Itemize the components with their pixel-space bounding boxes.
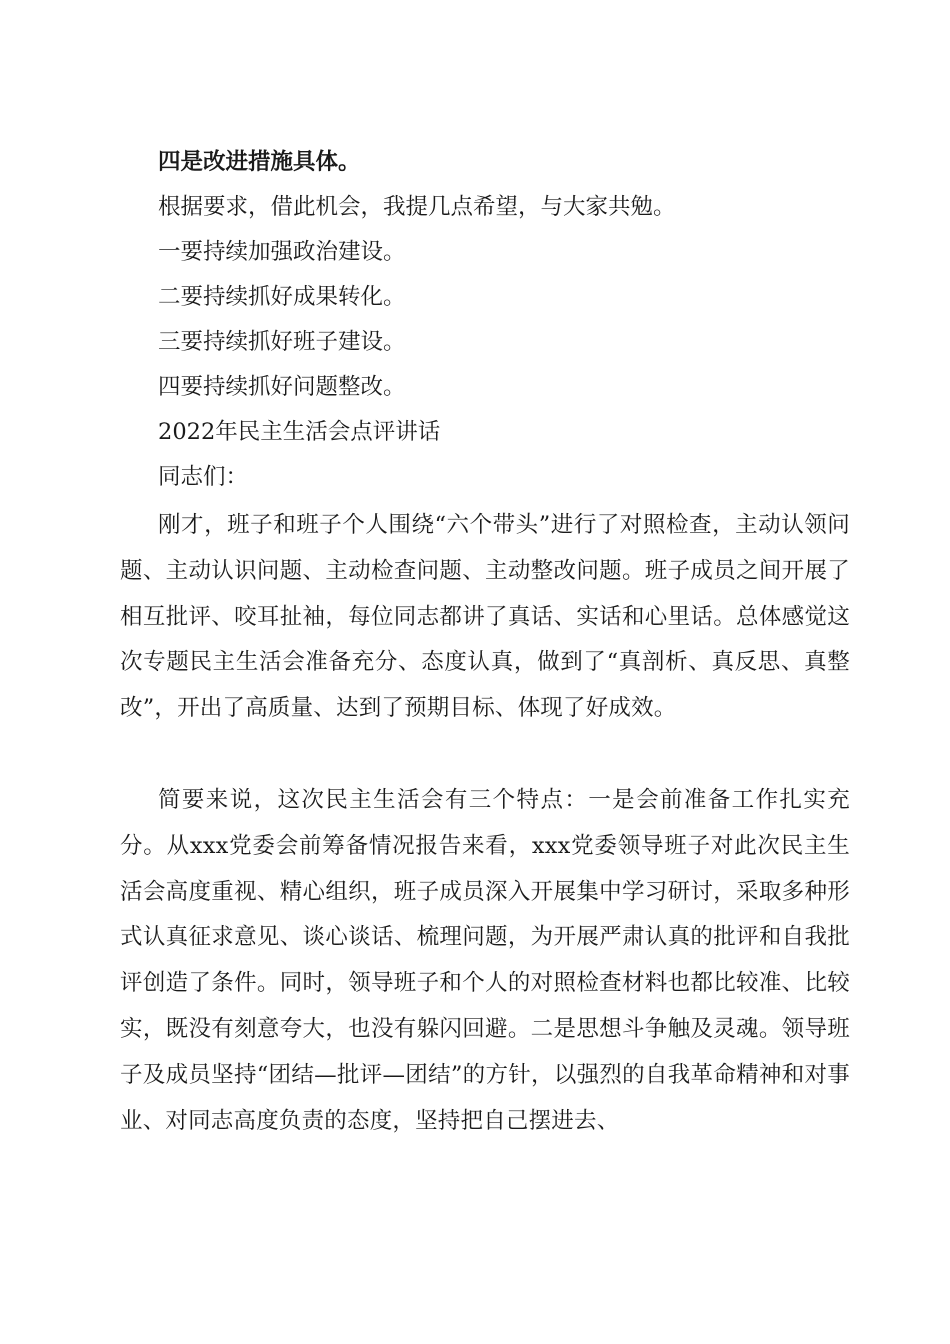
- item-line-5: 三要持续抓好班子建设。: [158, 329, 406, 355]
- item-line-2: 根据要求，借此机会，我提几点希望，与大家共勉。: [158, 194, 676, 220]
- item-line-3: 一要持续加强政治建设。: [158, 239, 406, 265]
- item-line-6: 四要持续抓好问题整改。: [158, 374, 406, 400]
- paragraph-2: 简要来说，这次民主生活会有三个特点：一是会前准备工作扎实充分。从xxx党委会前筹备情况报告来看，xxx党委领导班子对此次民主生活会高度重视、精心组织，班子成员深入开展集中学习研讨，采取多种形式认真征求意见、谈心谈话、梳理问题，为开展严肃认真的批评和自我批评创造了条件。同时，领导班子和个人的对照检查材料也都比较准、比较实，既没有刻意夸大，也没有躲闪回避。二是思想斗争触及灵魂。领导班子及成员坚持“团结—批评—团结”的方针，以强烈的自我革命精神和对事业、对同志高度负责的态度，坚持把自己摆进去、: [120, 787, 850, 1134]
- speech-title: 2022年民主生活会点评讲话: [158, 419, 441, 445]
- item-line-4: 二要持续抓好成果转化。: [158, 284, 406, 310]
- paragraph-1: 刚才，班子和班子个人围绕“六个带头”进行了对照检查，主动认领问题、主动认识问题、主动检查问题、主动整改问题。班子成员之间开展了相互批评、咬耳扯袖，每位同志都讲了真话、实话和心里话。总体感觉这次专题民主生活会准备充分、态度认真，做到了“真剖析、真反思、真整改”，开出了高质量、达到了预期目标、体现了好成效。: [120, 512, 850, 722]
- salutation: 同志们：: [158, 464, 249, 490]
- item-line-1: 四是改进措施具体。: [158, 149, 361, 175]
